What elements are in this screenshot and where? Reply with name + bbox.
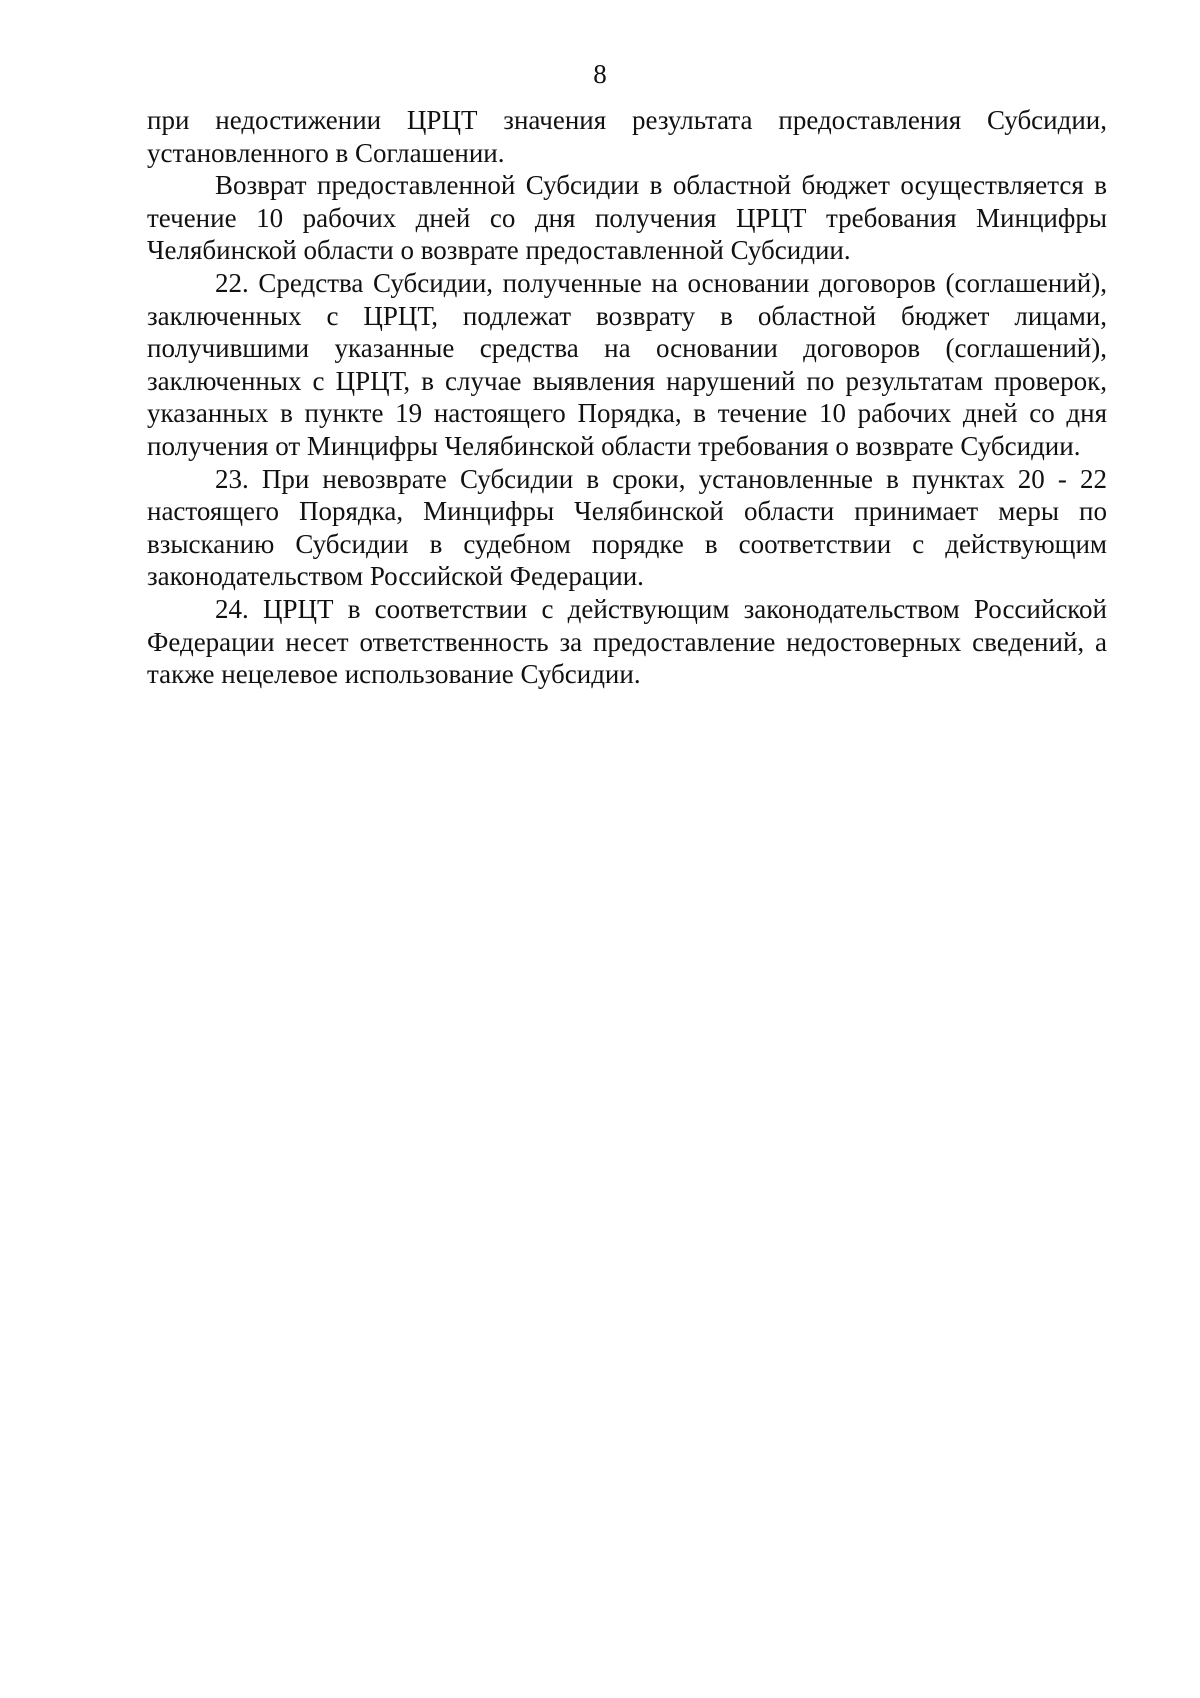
page-number: 8: [593, 59, 607, 89]
paragraph-refund-terms: Возврат предоставленной Субсидии в областной бюджет осуществляется в течение 10 рабочих дней со дня получения ЦРЦТ требования Минцифры Челябинской области о возврате предоставленной Субсидии.: [147, 170, 1107, 266]
paragraph-item-23: 23. При невозврате Субсидии в сроки, установленные в пунктах 20 - 22 настоящего Порядка, Минцифры Челябинской области принимает меры по взысканию Субсидии в судебном порядке в соответствии с действующим законодательством Российской Федерации.: [147, 463, 1107, 592]
paragraph-item-24: 24. ЦРЦТ в соответствии с действующим законодательством Российской Федерации несет ответственность за предоставление недостоверных сведений, а также нецелевое использование Субсидии.: [147, 593, 1107, 690]
paragraph-continuation: при недостижении ЦРЦТ значения результата предоставления Субсидии, установленного в Соглашении.: [147, 105, 1107, 168]
paragraph-item-22: 22. Средства Субсидии, полученные на основании договоров (соглашений), заключенных с ЦРЦТ, подлежат возврату в областной бюджет лицами, получившими указанные средства на основании договоров (соглашений), заключенных с ЦРЦТ, в случае выявления нарушений по результатам проверок, указанных в пункте 19 настоящего Порядка, в течение 10 рабочих дней со дня получения от Минцифры Челябинской области требования о возврате Субсидии.: [147, 267, 1107, 461]
document-body: [147, 104, 1107, 691]
